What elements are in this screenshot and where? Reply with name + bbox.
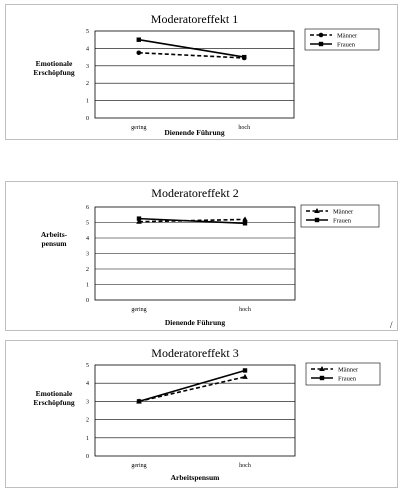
chart-2-ytick-1: 1 [86,282,89,289]
chart-2-legend-label-2: Frauen [333,217,352,225]
chart-1-legend-label-2: Frauen [337,41,356,49]
chart-2-series-2-point-2 [243,221,247,225]
stray-mark: / [390,320,393,330]
chart-3-xtick-hoch: hoch [239,463,251,469]
chart-2-series-2-point-1 [137,216,141,220]
chart-2-ylabel-line-2: pensum [41,239,67,248]
chart-panel-1 [5,4,398,140]
chart-2-xtick-gering: gering [131,307,147,313]
chart-1-series-1-line [139,53,244,58]
chart-3-series-1-line [139,377,245,402]
chart-1-ytick-2: 2 [86,81,89,88]
chart-3-legend-label-2: Frauen [338,375,357,383]
chart-1-ylabel-line-2: Erschöpfung [33,68,75,77]
chart-3-ytick-5: 5 [86,363,89,369]
chart-2-ytick-4: 4 [86,236,89,242]
chart-3-ytick-4: 4 [86,381,89,388]
chart-1-ytick-0: 0 [86,116,89,122]
chart-1-legend-marker-1 [319,33,324,38]
chart-3-series-2-line [139,370,245,401]
chart-1-series-2-point-2 [242,55,246,59]
chart-2-ytick-0: 0 [86,298,89,304]
chart-1-ytick-5: 5 [86,29,89,35]
chart-1-plot-frame [95,31,294,118]
chart-3-title: Moderatoreffekt 3 [151,346,239,360]
chart-1 [6,5,397,139]
chart-3-ytick-1: 1 [86,435,89,442]
chart-panel-2 [5,181,398,331]
chart-1-title: Moderatoreffekt 1 [150,12,239,26]
chart-1-ytick-4: 4 [86,46,89,53]
chart-2-ytick-5: 5 [86,220,89,227]
chart-3-ylabel-line-2: Erschöpfung [33,398,75,407]
chart-3-plot-frame [95,365,295,456]
chart-3-ytick-0: 0 [86,454,89,460]
chart-2-legend-marker-2 [315,218,319,222]
chart-3-xtick-gering: gering [131,463,147,469]
chart-1-legend-marker-2 [319,42,323,46]
chart-2-ylabel-line-1: Arbeits- [40,230,68,239]
chart-3-xlabel: Arbeitspensum [170,473,220,482]
chart-1-ylabel-line-1: Emotionale [35,59,73,68]
chart-2-xlabel: Dienende Führung [164,318,226,327]
chart-2 [6,182,397,330]
chart-3-series-2-point-2 [243,368,247,372]
chart-1-series-2-point-1 [137,38,141,42]
chart-2-xtick-hoch: hoch [239,307,251,313]
chart-1-xtick-gering: gering [131,125,147,131]
chart-2-ytick-3: 3 [86,251,89,258]
chart-3-series-1-point-2 [242,374,248,379]
chart-3 [6,341,397,487]
chart-3-legend-label-1: Männer [338,366,359,374]
chart-3-ylabel-line-1: Emotionale [35,389,73,398]
chart-panel-3 [5,340,398,488]
chart-1-legend-label-1: Männer [337,32,358,40]
chart-2-ytick-6: 6 [86,205,89,211]
chart-3-ytick-2: 2 [86,417,89,424]
chart-1-series-1-point-1 [136,50,141,55]
chart-1-xlabel: Dienende Führung [164,128,225,137]
chart-1-ytick-1: 1 [86,98,89,105]
chart-2-legend-label-1: Männer [333,208,354,216]
chart-3-legend-marker-2 [320,376,324,380]
chart-1-xtick-hoch: hoch [238,125,251,131]
chart-2-title: Moderatoreffekt 2 [151,186,239,200]
chart-3-ytick-3: 3 [86,399,89,406]
chart-1-ytick-3: 3 [86,63,89,70]
chart-3-series-2-point-1 [137,399,141,403]
chart-2-ytick-2: 2 [86,267,89,273]
